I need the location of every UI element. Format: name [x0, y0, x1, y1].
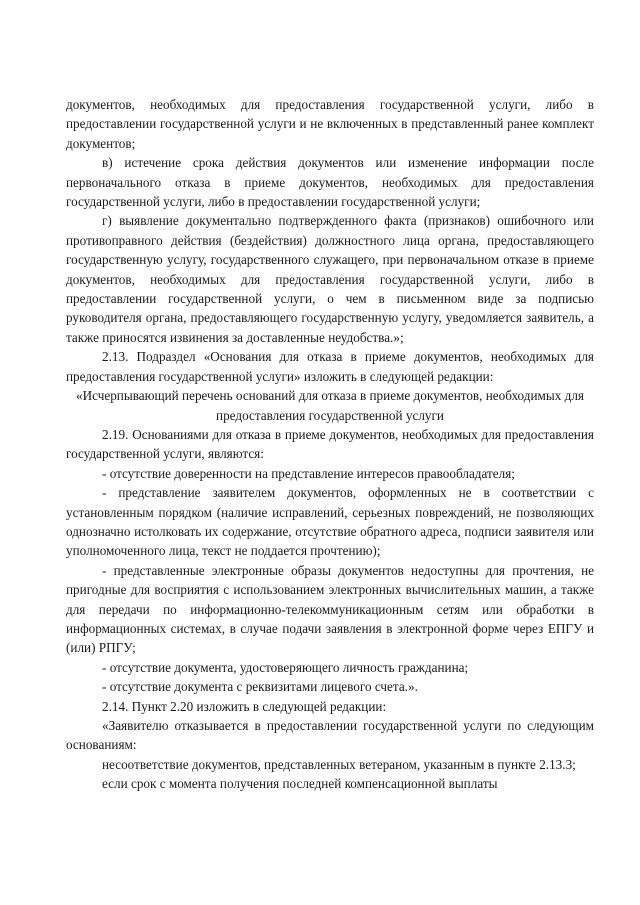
- paragraph: в) истечение срока действия документов или изменение информации после первоначального отказа в приеме документов, необходимых для предоставления государственной услуги, либо в предоставлении государственной услуги;: [66, 155, 594, 210]
- paragraph: 2.14. Пункт 2.20 изложить в следующей редакции:: [102, 698, 387, 714]
- paragraph: г) выявление документально подтвержденного факта (признаков) ошибочного или противоправного действия (бездействия) должностного лица органа, предоставляющего государственную услугу, государственного служащего, при первоначальном отказе в приеме документов, необходимых для предоставления государственной услуги, либо в предоставлении государственной услуги, о чем в письменном виде за подписью руководителя органа, предоставляющего государственную услугу, уведомляется заявитель, а также приносятся извинения за доставленные неудобства.»;: [66, 213, 594, 345]
- list-item: - отсутствие документа с реквизитами лицевого счета.».: [102, 679, 418, 695]
- paragraph: документов, необходимых для предоставления государственной услуги, либо в предоставлении государственной услуги и не включенных в представленный ранее комплект документов;: [66, 97, 594, 151]
- paragraph: «Заявителю отказывается в предоставлении государственной услуги по следующим основаниям:: [66, 718, 594, 753]
- list-item: - представленные электронные образы документов недоступны для прочтения, не пригодные для восприятия с использованием электронных вычислительных машин, а также для передачи по информационно-телекоммуникационным сетям или обработки в информационных системах, в случае подачи заявления в электронной форме через ЕПГУ и (или) РПГУ;: [66, 562, 594, 656]
- paragraph: несоответствие документов, представленных ветераном, указанным в пункте 2.13.3;: [102, 756, 576, 772]
- paragraph: 2.19. Основаниями для отказа в приеме документов, необходимых для предоставления государственной услуги, являются:: [66, 426, 594, 462]
- paragraph: 2.13. Подраздел «Основания для отказа в приеме документов, необходимых для предоставления государственной услуги» изложить в следующей редакции:: [66, 349, 594, 384]
- list-item: - отсутствие доверенности на представление интересов правообладателя;: [102, 465, 515, 481]
- document-body: [66, 95, 594, 794]
- paragraph: если срок с момента получения последней компенсационной выплаты: [102, 776, 498, 792]
- list-item: - отсутствие документа, удостоверяющего личность гражданина;: [102, 659, 469, 675]
- section-heading: «Исчерпывающий перечень оснований для отказа в приеме документов, необходимых для предоставления государственной услуги: [76, 388, 584, 423]
- list-item: - представление заявителем документов, оформленных не в соответствии с установленным порядком (наличие исправлений, серьезных повреждений, не позволяющих однозначно истолковать их содержание, отсутствие обратного адреса, подписи заявителя или уполномоченного лица, текст не поддается прочтению);: [66, 485, 594, 559]
